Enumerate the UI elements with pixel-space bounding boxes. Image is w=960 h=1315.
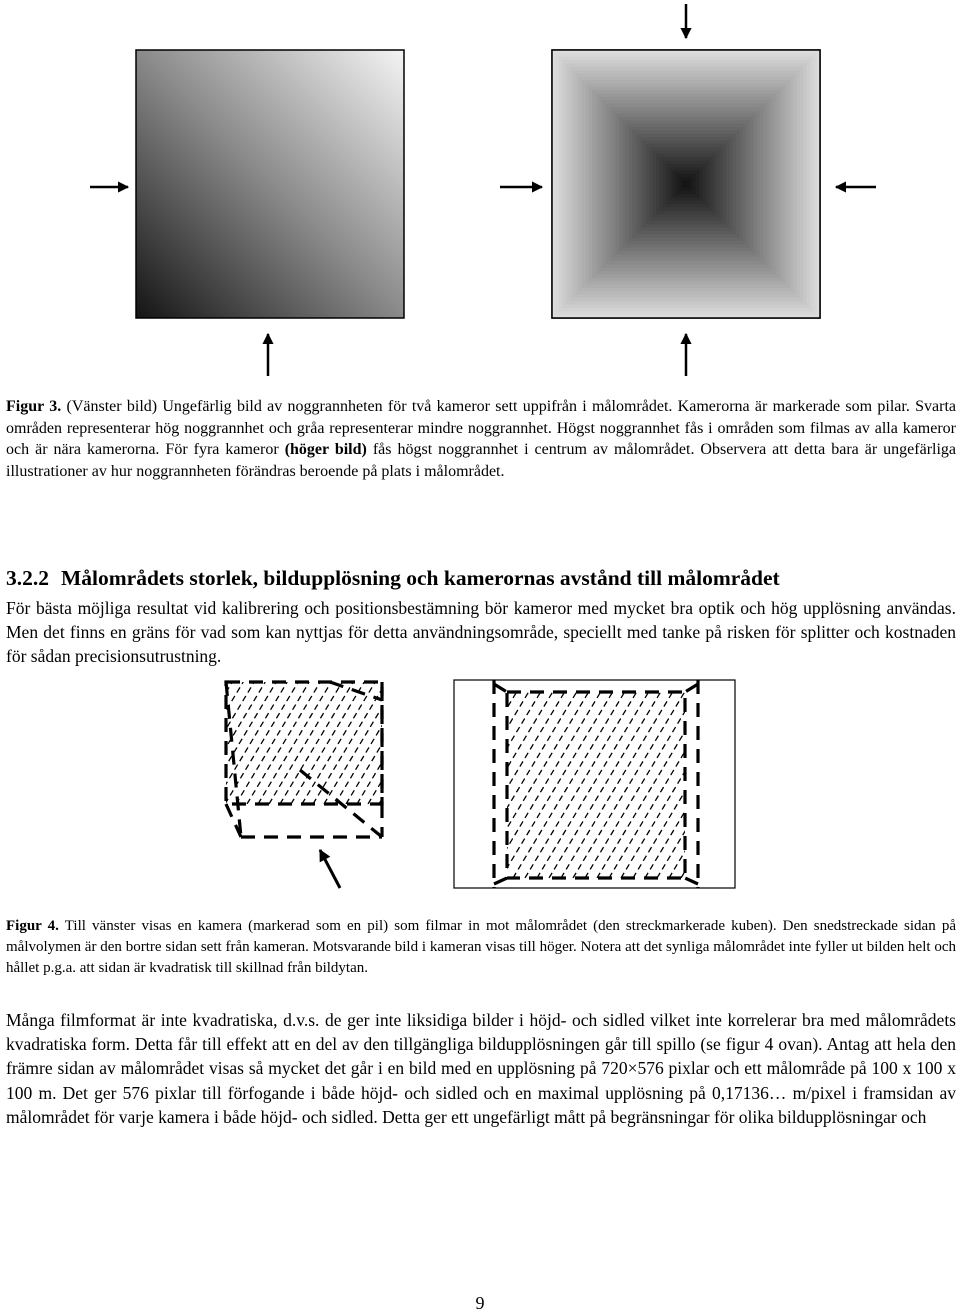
figure-3-label: Figur 3. bbox=[6, 398, 62, 415]
figure-3-caption-text-2: fås högst noggrannhet i centrum av målområdet. Observera att detta bara är ungefärliga illustrationer av hur noggrannheten förändras beroende på plats i målområdet. bbox=[6, 441, 957, 480]
hatch-line bbox=[729, 692, 841, 878]
hatch-line bbox=[269, 682, 342, 804]
hatch-line bbox=[357, 692, 469, 878]
camera-arrow-figure-4 bbox=[320, 850, 340, 888]
section-number: 3.2.2 bbox=[6, 566, 49, 590]
hatch-line bbox=[429, 692, 541, 878]
hatch-line bbox=[291, 682, 364, 804]
hatch-line bbox=[500, 682, 573, 804]
hatch-line bbox=[465, 692, 577, 878]
hatch-line bbox=[321, 692, 433, 878]
hatch-line bbox=[236, 682, 309, 804]
hatch-line bbox=[467, 682, 540, 804]
hatch-line bbox=[345, 692, 457, 878]
hatch-line bbox=[501, 692, 613, 878]
hatch-line bbox=[324, 682, 397, 804]
gradient-ring bbox=[683, 181, 690, 188]
hatch-line bbox=[401, 682, 474, 804]
page-number: 9 bbox=[475, 1293, 485, 1313]
target-cube bbox=[104, 682, 573, 837]
camera-view-frame bbox=[321, 680, 960, 888]
hatch-line bbox=[849, 692, 960, 878]
hatch-line bbox=[247, 682, 320, 804]
hatch-line bbox=[597, 692, 709, 878]
hatch-line bbox=[104, 682, 177, 804]
hatch-line bbox=[126, 682, 199, 804]
hatch-line bbox=[313, 682, 386, 804]
hatch-line bbox=[585, 692, 697, 878]
hatch-line bbox=[333, 692, 445, 878]
figure-3-caption-text-1: (Vänster bild) Ungefärlig bild av noggrannheten för två kameror sett uppifrån i målområdet. Kamerorna är markerade som pilar. Svarta områden representerar hög noggrannhet och gråa representerar mindre noggrannhet. Högst noggrannhet fås i områden som filmas av alla kameror och är nära kamerorna. För fyra kameror bbox=[6, 398, 956, 459]
hatch-line bbox=[705, 692, 817, 878]
hatch-line bbox=[115, 682, 188, 804]
hatch-line bbox=[801, 692, 913, 878]
hatch-line bbox=[441, 692, 553, 878]
hatch-line bbox=[537, 692, 649, 878]
hatch-line bbox=[513, 692, 625, 878]
hatch-line bbox=[369, 692, 481, 878]
hatch-line bbox=[669, 692, 781, 878]
hatch-line bbox=[789, 692, 901, 878]
hatch-line bbox=[813, 692, 925, 878]
hatch-line bbox=[765, 692, 877, 878]
hatch-line bbox=[837, 692, 949, 878]
hatch-line bbox=[753, 692, 865, 878]
hatch-line bbox=[412, 682, 485, 804]
hatch-line bbox=[621, 692, 733, 878]
hatch-line bbox=[335, 682, 408, 804]
section-title: Målområdets storlek, bildupplösning och kamerornas avstånd till målområdet bbox=[61, 566, 780, 590]
hatch-line bbox=[434, 682, 507, 804]
hatch-line bbox=[280, 682, 353, 804]
hatch-line bbox=[137, 682, 210, 804]
figure-4 bbox=[0, 672, 960, 897]
hatch-line bbox=[489, 682, 562, 804]
hatch-line bbox=[717, 692, 829, 878]
hatch-line bbox=[181, 682, 254, 804]
hatch-line bbox=[825, 692, 937, 878]
hatch-line bbox=[379, 682, 452, 804]
hatch-line bbox=[170, 682, 243, 804]
hatch-line bbox=[357, 682, 430, 804]
hatch-line bbox=[390, 682, 463, 804]
hatch-line bbox=[453, 692, 565, 878]
hatch-line bbox=[203, 682, 276, 804]
hatch-line bbox=[148, 682, 221, 804]
hatch-line bbox=[561, 692, 673, 878]
hatch-line bbox=[657, 692, 769, 878]
hatch-line bbox=[159, 682, 232, 804]
figure-4-label: Figur 4. bbox=[6, 918, 59, 934]
figure-4-caption-text: Till vänster visas en kamera (markerad som en pil) som filmar in mot målområdet (den streckmarkerade kuben). Den snedstreckade sidan på målvolymen är den bortre sidan sett från kameran. Motsvarande bild i kameran visas till höger. Notera att det synliga målområdet inte fyller ut bilden helt och hållet p.g.a. att sidan är kvadratisk till skillnad från bildytan. bbox=[6, 918, 956, 976]
figure-4-caption bbox=[6, 916, 956, 979]
hatch-line bbox=[381, 692, 493, 878]
hatch-line bbox=[645, 692, 757, 878]
hatch-line bbox=[573, 692, 685, 878]
figure-3-caption bbox=[6, 396, 956, 482]
hatch-line bbox=[417, 692, 529, 878]
hatch-line bbox=[549, 692, 661, 878]
hatch-line bbox=[741, 692, 853, 878]
paragraph-2: Många filmformat är inte kvadratiska, d.v.s. de ger inte liksidiga bilder i höjd- och sidled vilket inte korrelerar bra med målområdets kvadratiska form. Detta får till effekt att en del av den tillgängliga bildupplösningen går till spillo (se figur 4 ovan). Antag att hela den främre sidan av målområdet visas så mycket det går i en bild med en upplösning på 720×576 pixlar och ett målområde på 100 x 100 x 100 m. Det ger 576 pixlar till förfogande i både höjd- och sidled och en maximal upplösning på 0,17136… m/pixel i framsidan av målområdet för varje kamera i både höjd- och sidled. Detta ger ett ungefärligt mått på begränsningar för olika bildupplösningar och bbox=[6, 1010, 956, 1127]
hatch-line bbox=[693, 692, 805, 878]
hatch-line bbox=[393, 692, 505, 878]
section-heading bbox=[6, 566, 780, 591]
paragraph-1: För bästa möjliga resultat vid kalibrering och positionsbestämning bör kameror med mycket bra optik och hög upplösning användas. Men det finns en gräns för vad som kan nyttjas för detta användningsområde, speciellt med tanke på risken för splitter och kostnaden för sådan precisionsutrustning. bbox=[6, 598, 956, 666]
hatch-line bbox=[405, 692, 517, 878]
hatch-line bbox=[777, 692, 889, 878]
hatch-line bbox=[525, 692, 637, 878]
hatch-line bbox=[861, 692, 960, 878]
hatch-line bbox=[633, 692, 745, 878]
hatch-line bbox=[423, 682, 496, 804]
accuracy-map-two-cameras bbox=[136, 50, 404, 318]
hatch-line bbox=[478, 682, 551, 804]
hatch-line bbox=[609, 692, 721, 878]
accuracy-map-four-cameras bbox=[552, 50, 820, 318]
hatch-line bbox=[192, 682, 265, 804]
figure-3-caption-bold: (höger bild) bbox=[284, 441, 367, 459]
hatch-line bbox=[302, 682, 375, 804]
figure-3 bbox=[0, 0, 960, 380]
